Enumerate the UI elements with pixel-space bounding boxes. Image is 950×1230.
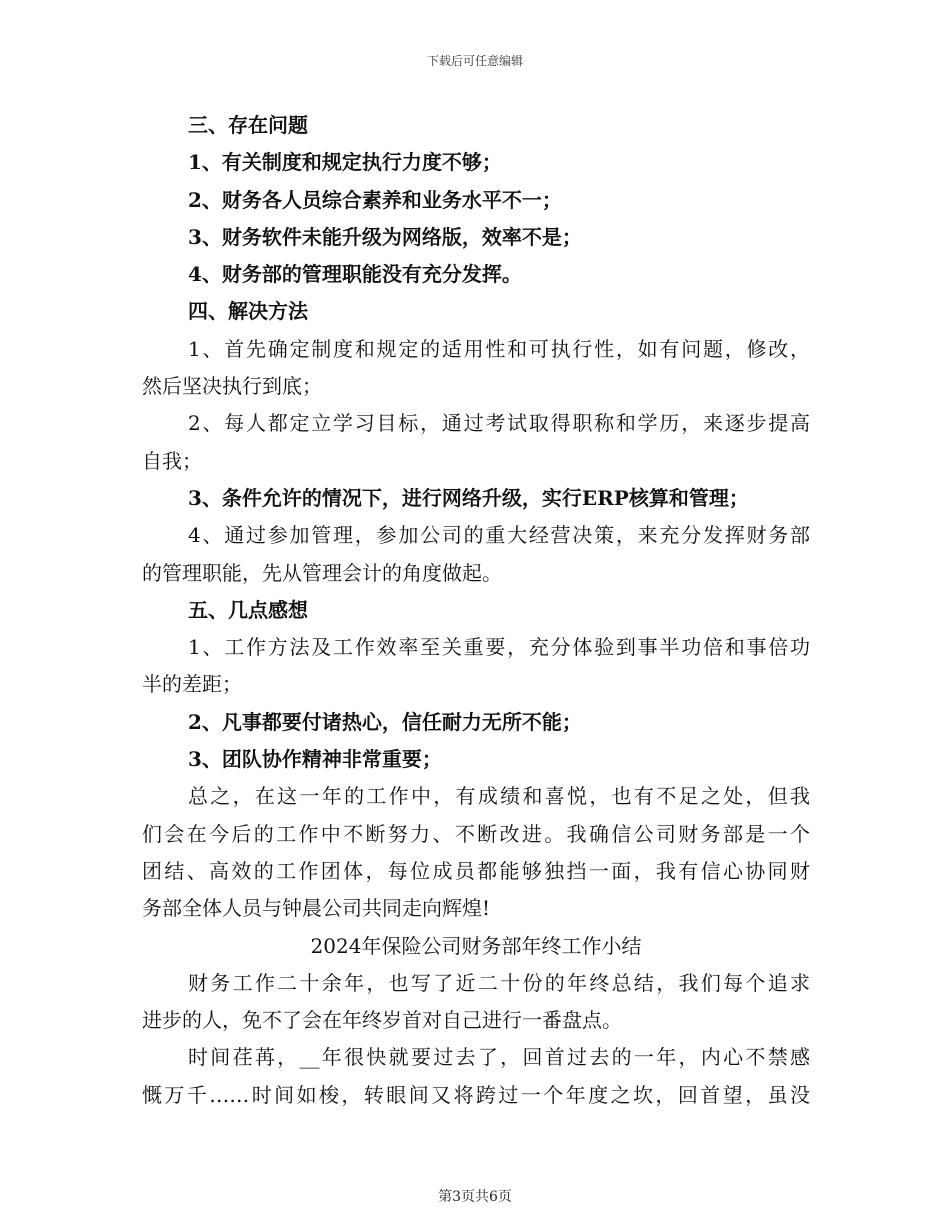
paragraph-line: 半的差距； <box>142 672 242 697</box>
list-item: 3、团队协作精神非常重要； <box>188 747 442 772</box>
list-item: 2、凡事都要付诸热心，信任耐力无所不能； <box>188 709 582 734</box>
paragraph-line: 然后坚决执行到底； <box>142 374 322 399</box>
paragraph-line: 团结、高效的工作团体，每位成员都能够独挡一面，我有信心协同财 <box>142 858 810 883</box>
list-item: 4、财务部的管理职能没有充分发挥。 <box>188 262 522 287</box>
page-header: 下载后可任意编辑 <box>426 54 523 68</box>
section-heading: 五、几点感想 <box>188 597 308 622</box>
document-title: 2024年保险公司财务部年终工作小结 <box>310 933 642 958</box>
paragraph-line: 财务工作二十余年，也写了近二十份的年终总结，我们每个追求 <box>188 970 810 995</box>
list-item: 2、财务各人员综合素养和业务水平不一； <box>188 187 562 212</box>
paragraph-line: 们会在今后的工作中不断努力、不断改进。我确信公司财务部是一个 <box>142 821 810 846</box>
paragraph-line: 慨万千……时间如梭，转眼间又将跨过一个年度之坎，回首望，虽没 <box>142 1082 810 1107</box>
paragraph-line: 2、每人都定立学习目标，通过考试取得职称和学历，来逐步提高 <box>188 411 810 436</box>
paragraph-line: 自我； <box>142 448 202 473</box>
paragraph-line: 时间荏苒，__年很快就要过去了，回首过去的一年，内心不禁感 <box>188 1045 810 1070</box>
paragraph-line: 4、通过参加管理，参加公司的重大经营决策，来充分发挥财务部 <box>188 523 810 548</box>
section-heading: 三、存在问题 <box>188 113 308 137</box>
section-heading: 四、解决方法 <box>188 299 308 324</box>
list-item: 3、条件允许的情况下，进行网络升级，实行ERP核算和管理； <box>188 485 749 510</box>
paragraph-line: 1、工作方法及工作效率至关重要，充分体验到事半功倍和事倍功 <box>188 635 810 660</box>
paragraph-line: 的管理职能，先从管理会计的角度做起。 <box>142 560 502 585</box>
paragraph-line: 务部全体人员与钟晨公司共同走向辉煌! <box>142 896 491 921</box>
document-body <box>142 107 810 1114</box>
list-item: 1、有关制度和规定执行力度不够； <box>188 150 502 175</box>
list-item: 3、财务软件未能升级为网络版，效率不是； <box>188 224 582 249</box>
paragraph-line: 进步的人，免不了会在年终岁首对自己进行一番盘点。 <box>142 1008 622 1033</box>
paragraph-line: 总之，在这一年的工作中，有成绩和喜悦，也有不足之处，但我 <box>188 784 810 809</box>
page-number: 第3页共6页 <box>438 1189 512 1205</box>
paragraph-line: 1、首先确定制度和规定的适用性和可执行性，如有问题，修改， <box>188 336 810 361</box>
